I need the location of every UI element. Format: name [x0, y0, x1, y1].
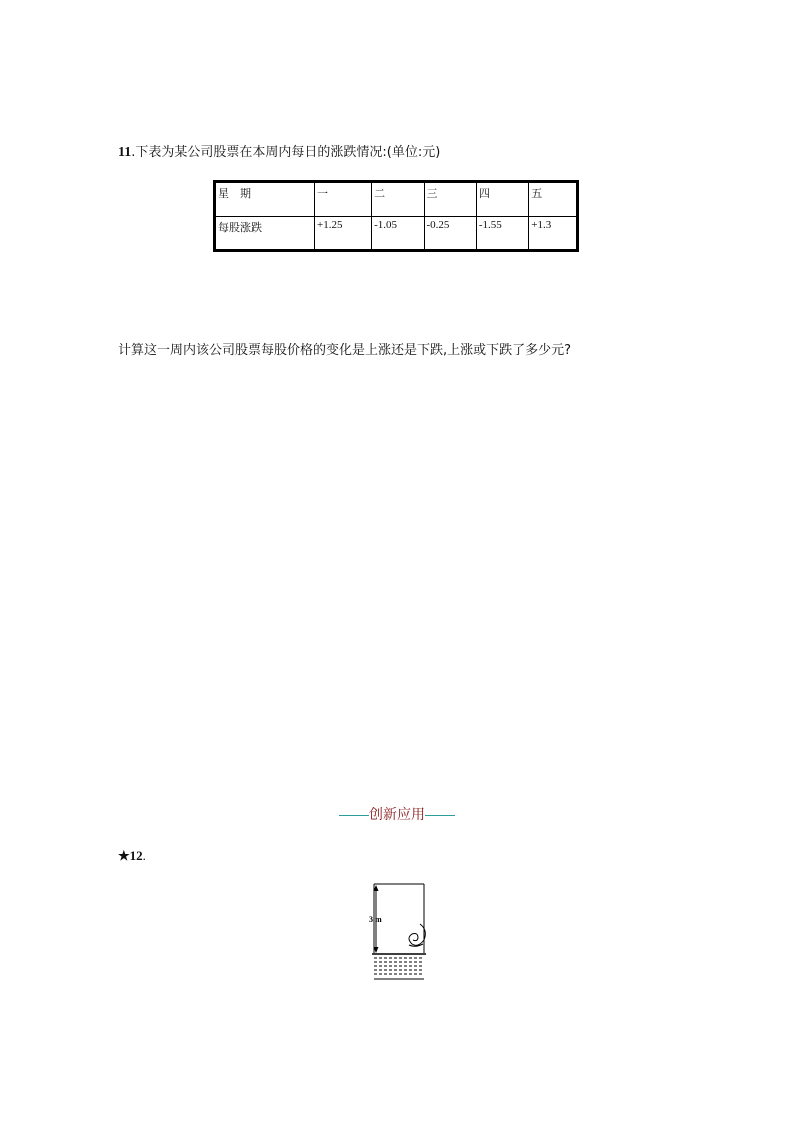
table-header-row — [215, 182, 578, 217]
snail-icon — [409, 924, 425, 945]
table-cell: -1.05 — [372, 216, 424, 251]
question-12-number: ★12. — [118, 848, 146, 863]
question-11-followup: 计算这一周内该公司股票每股价格的变化是上涨还是下跌,上涨或下跌了多少元? — [118, 343, 572, 358]
table-cell: 五 — [529, 182, 578, 217]
table-cell: 三 — [424, 182, 476, 217]
table-cell: +1.25 — [315, 216, 372, 251]
divider — [425, 815, 455, 816]
table-cell: -1.55 — [476, 216, 528, 251]
question-text: .下表为某公司股票在本周内每日的涨跌情况:(单位:元) — [131, 145, 441, 160]
table-cell: 星 期 — [215, 182, 315, 217]
table-cell: 每股涨跌 — [215, 216, 315, 251]
table-cell: 四 — [476, 182, 528, 217]
table-cell: 二 — [372, 182, 424, 217]
question-number: 11 — [118, 145, 132, 160]
well-snail-figure — [360, 878, 440, 984]
question-11-prompt — [118, 144, 440, 162]
stock-change-table — [213, 180, 579, 252]
table-cell: 一 — [315, 182, 372, 217]
height-label: 3 m — [369, 915, 382, 924]
table-row — [215, 216, 578, 251]
divider — [339, 815, 369, 816]
section-title-text: 创新应用 — [369, 807, 425, 823]
section-title — [330, 804, 464, 824]
table-cell: +1.3 — [529, 216, 578, 251]
table-cell: -0.25 — [424, 216, 476, 251]
star-icon: ★ — [118, 848, 130, 863]
